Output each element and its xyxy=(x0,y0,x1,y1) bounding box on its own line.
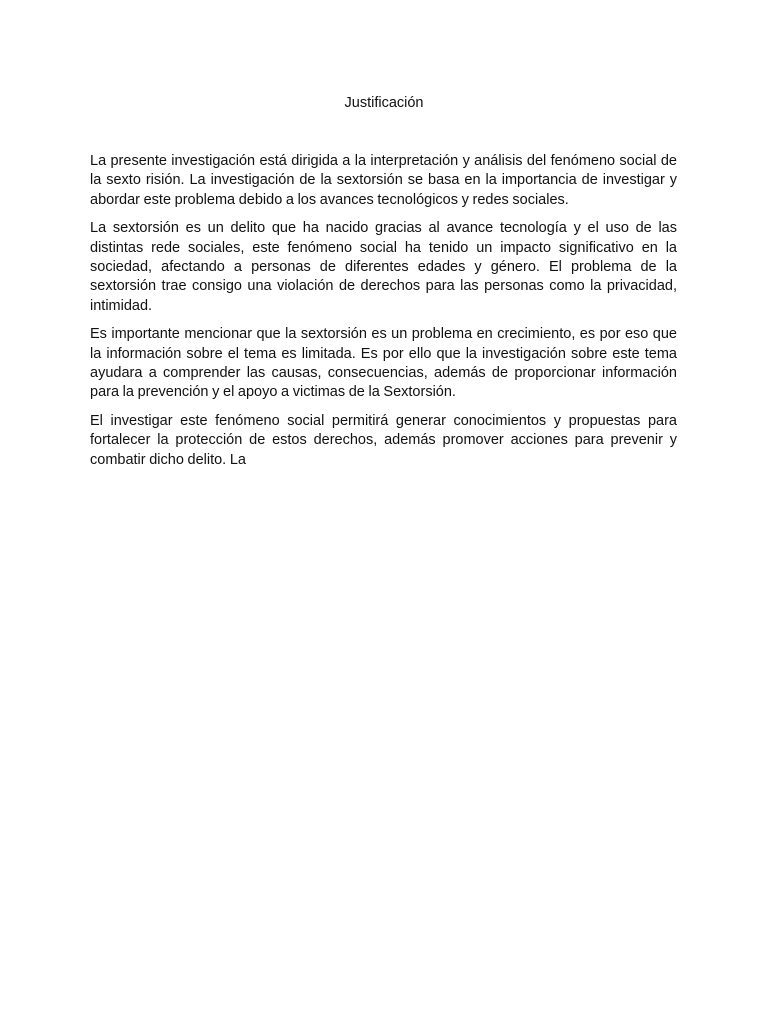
paragraph-1: La presente investigación está dirigida a la interpretación y análisis del fenómeno social de la sexto risión. La investigación de la sextorsión se basa en la importancia de investigar y abordar este problema debido a los avances tecnológicos y redes sociales. xyxy=(90,153,677,208)
document-body xyxy=(90,152,677,479)
paragraph-3: Es importante mencionar que la sextorsión es un problema en crecimiento, es por eso que la información sobre el tema es limitada. Es por ello que la investigación sobre este tema ayudara a comprender las causas, consecuencias, además de proporcionar información para la prevención y el apoyo a victimas de la Sextorsión. xyxy=(90,326,677,401)
paragraph-4: El investigar este fenómeno social permitirá generar conocimientos y propuestas para fortalecer la protección de estos derechos, además promover acciones para prevenir y combatir dicho delito. La xyxy=(90,413,677,468)
document-title: Justificación xyxy=(344,95,424,111)
paragraph-2: La sextorsión es un delito que ha nacido gracias al avance tecnología y el uso de las distintas rede sociales, este fenómeno social ha tenido un impacto significativo en la sociedad, afectando a personas de diferentes edades y género. El problema de la sextorsión trae consigo una violación de derechos para las personas como la privacidad, intimidad. xyxy=(90,220,677,314)
